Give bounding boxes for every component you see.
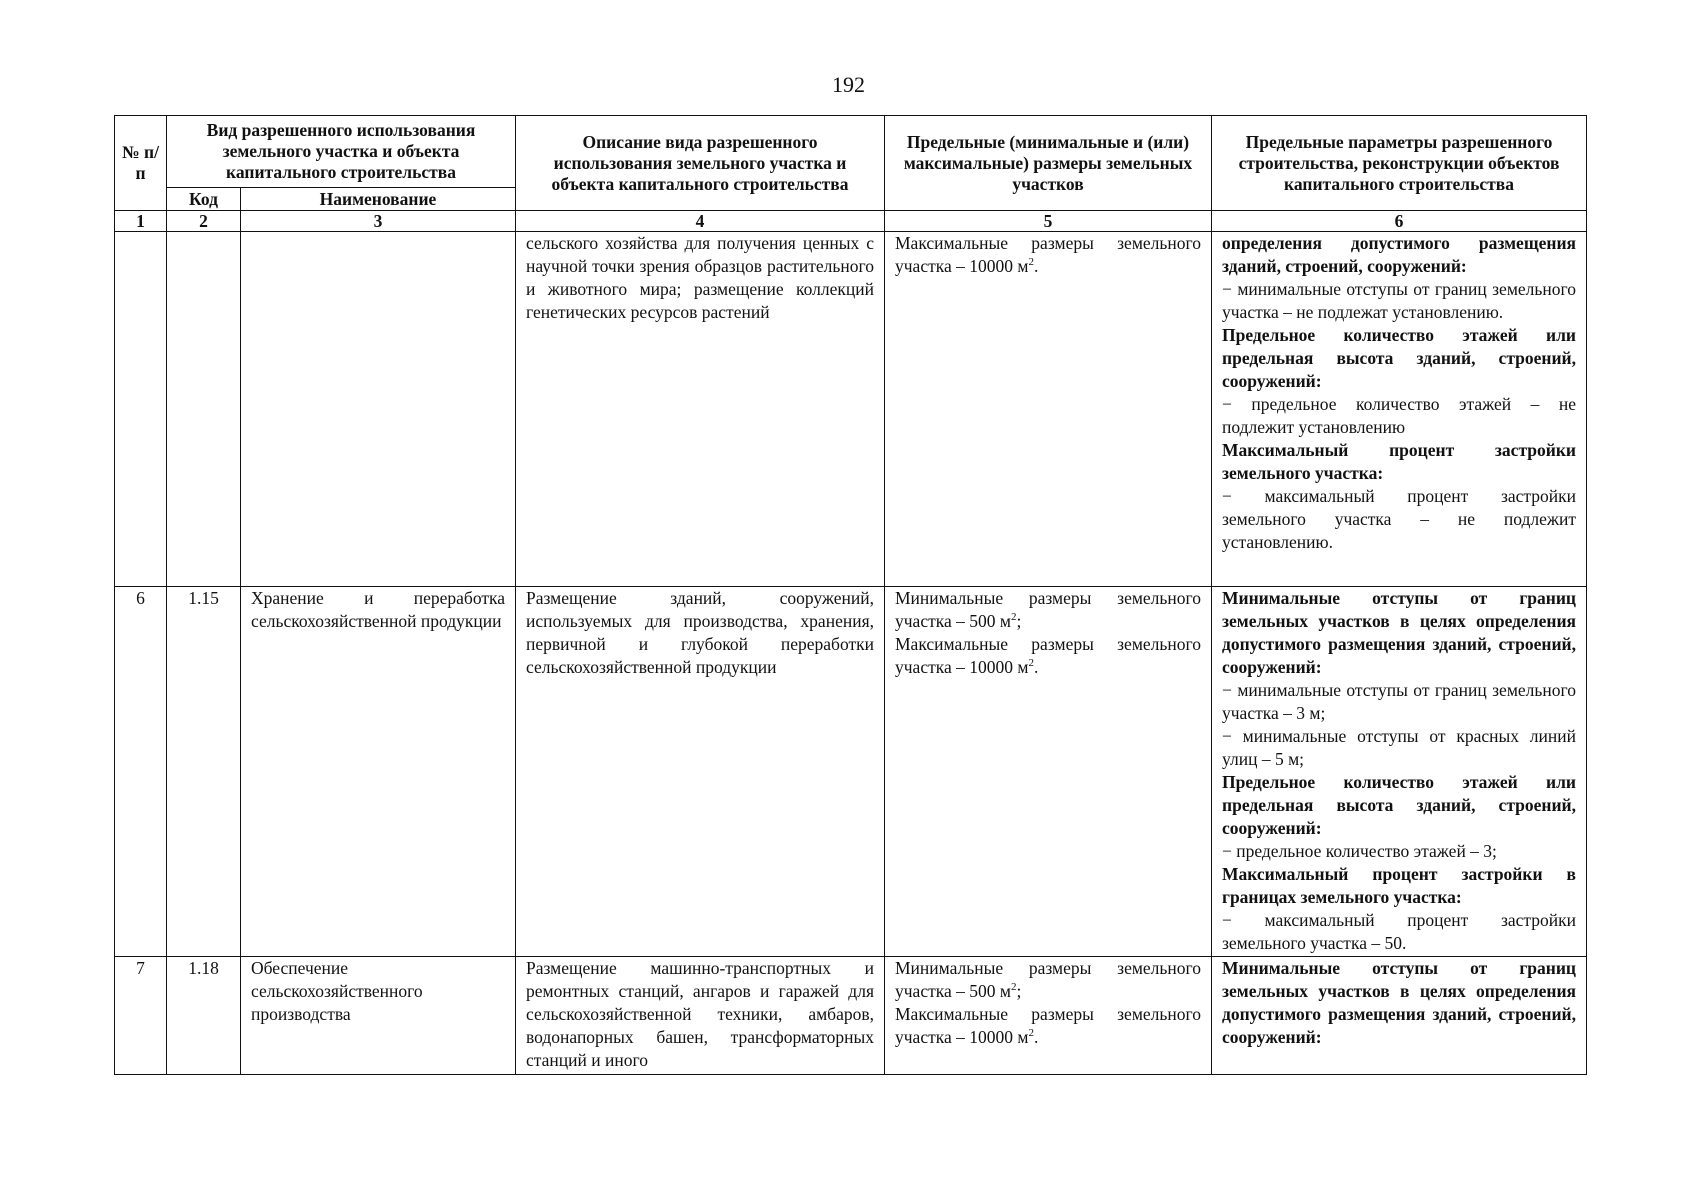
column-number: 4 — [516, 211, 885, 232]
row-description-cell: Размещение зданий, сооружений, используемых для производства, хранения, первичной и глубокой переработки сельскохозяйственной продукции — [516, 587, 885, 957]
header-name: Наименование — [241, 188, 516, 211]
row-sizes-cell — [885, 957, 1212, 1075]
header-build-params: Предельные параметры разрешенного строительства, реконструкции объектов капитального строительства — [1212, 116, 1587, 211]
param-heading: Предельное количество этажей или предельная высота зданий, строений, сооружений: — [1222, 325, 1576, 391]
row-code-cell: 1.18 — [167, 957, 241, 1075]
plot-size-text: Минимальные размеры земельного участка – 500 м — [895, 588, 1201, 631]
param-item: − максимальный процент застройки земельного участка – не подлежит установлению. — [1222, 486, 1576, 552]
square-exponent: 2 — [1028, 256, 1034, 269]
param-heading: Минимальные отступы от границ земельных участков в целях определения допустимого размещения зданий, строений, сооружений: — [1222, 958, 1576, 1047]
plot-size-punctuation: . — [1033, 657, 1039, 677]
row-number-cell — [115, 232, 167, 587]
table-row — [115, 587, 1587, 957]
plot-size-punctuation: ; — [1016, 611, 1022, 631]
header-use-type: Вид разрешенного использования земельного участка и объекта капитального строительства — [167, 116, 516, 188]
param-item: − предельное количество этажей – не подлежит установлению — [1222, 394, 1576, 437]
row-description-cell: сельского хозяйства для получения ценных с научной точки зрения образцов растительного и животного мира; размещение коллекций генетических ресурсов растений — [516, 232, 885, 587]
row-number-cell: 7 — [115, 957, 167, 1075]
row-name-cell: Обеспечение сельскохозяйственного производства — [241, 957, 516, 1075]
plot-size-line — [895, 633, 1201, 679]
header-number: № п/п — [115, 116, 167, 211]
plot-size-text: Максимальные размеры земельного участка – 10000 м — [895, 634, 1201, 677]
plot-size-text: Минимальные размеры земельного участка – 500 м — [895, 958, 1201, 1001]
row-sizes-cell — [885, 587, 1212, 957]
plot-size-punctuation: . — [1033, 256, 1039, 276]
row-params-cell — [1212, 232, 1587, 587]
param-heading: Максимальный процент застройки в границах земельного участка: — [1222, 864, 1576, 907]
column-number: 2 — [167, 211, 241, 232]
param-heading: Максимальный процент застройки земельного участка: — [1222, 440, 1576, 483]
row-description-cell: Размещение машинно-транспортных и ремонтных станций, ангаров и гаражей для сельскохозяйственной техники, амбаров, водонапорных башен, трансформаторных станций и иного — [516, 957, 885, 1075]
row-number-cell: 6 — [115, 587, 167, 957]
land-use-table — [114, 115, 1587, 1075]
row-code-cell: 1.15 — [167, 587, 241, 957]
square-exponent: 2 — [1028, 657, 1034, 670]
column-number: 6 — [1212, 211, 1587, 232]
column-number-row — [115, 211, 1587, 232]
table-row — [115, 232, 1587, 587]
plot-size-line — [895, 1003, 1201, 1049]
row-sizes-cell — [885, 232, 1212, 587]
column-number: 3 — [241, 211, 516, 232]
row-name-cell: Хранение и переработка сельскохозяйственной продукции — [241, 587, 516, 957]
plot-size-punctuation: ; — [1016, 981, 1022, 1001]
row-name-cell — [241, 232, 516, 587]
column-number: 5 — [885, 211, 1212, 232]
plot-size-punctuation: . — [1033, 1027, 1039, 1047]
param-heading: Минимальные отступы от границ земельных участков в целях определения допустимого размещения зданий, строений, сооружений: — [1222, 588, 1576, 677]
param-heading: определения допустимого размещения зданий, строений, сооружений: — [1222, 233, 1576, 276]
row-params-cell — [1212, 957, 1587, 1075]
table-row — [115, 957, 1587, 1075]
row-code-cell — [167, 232, 241, 587]
param-item: − минимальные отступы от красных линий улиц – 5 м; — [1222, 726, 1576, 769]
param-item: − предельное количество этажей – 3; — [1222, 841, 1497, 861]
plot-size-line — [895, 957, 1201, 1003]
param-item: − максимальный процент застройки земельного участка – 50. — [1222, 910, 1576, 953]
plot-size-text: Максимальные размеры земельного участка – 10000 м — [895, 1004, 1201, 1047]
plot-size-line — [895, 232, 1201, 278]
plot-size-text: Максимальные размеры земельного участка – 10000 м — [895, 233, 1201, 276]
page-number: 192 — [832, 72, 865, 97]
square-exponent: 2 — [1010, 611, 1017, 624]
param-item: − минимальные отступы от границ земельного участка – 3 м; — [1222, 680, 1576, 723]
header-plot-sizes: Предельные (минимальные и (или) максимальные) размеры земельных участков — [885, 116, 1212, 211]
column-number: 1 — [115, 211, 167, 232]
header-description: Описание вида разрешенного использования земельного участка и объекта капитального строительства — [516, 116, 885, 211]
param-item: − минимальные отступы от границ земельного участка – не подлежат установлению. — [1222, 279, 1576, 322]
row-params-cell — [1212, 587, 1587, 957]
square-exponent: 2 — [1010, 981, 1017, 994]
plot-size-line — [895, 587, 1201, 633]
header-code: Код — [167, 188, 241, 211]
square-exponent: 2 — [1028, 1027, 1034, 1040]
param-heading: Предельное количество этажей или предельная высота зданий, строений, сооружений: — [1222, 772, 1576, 838]
